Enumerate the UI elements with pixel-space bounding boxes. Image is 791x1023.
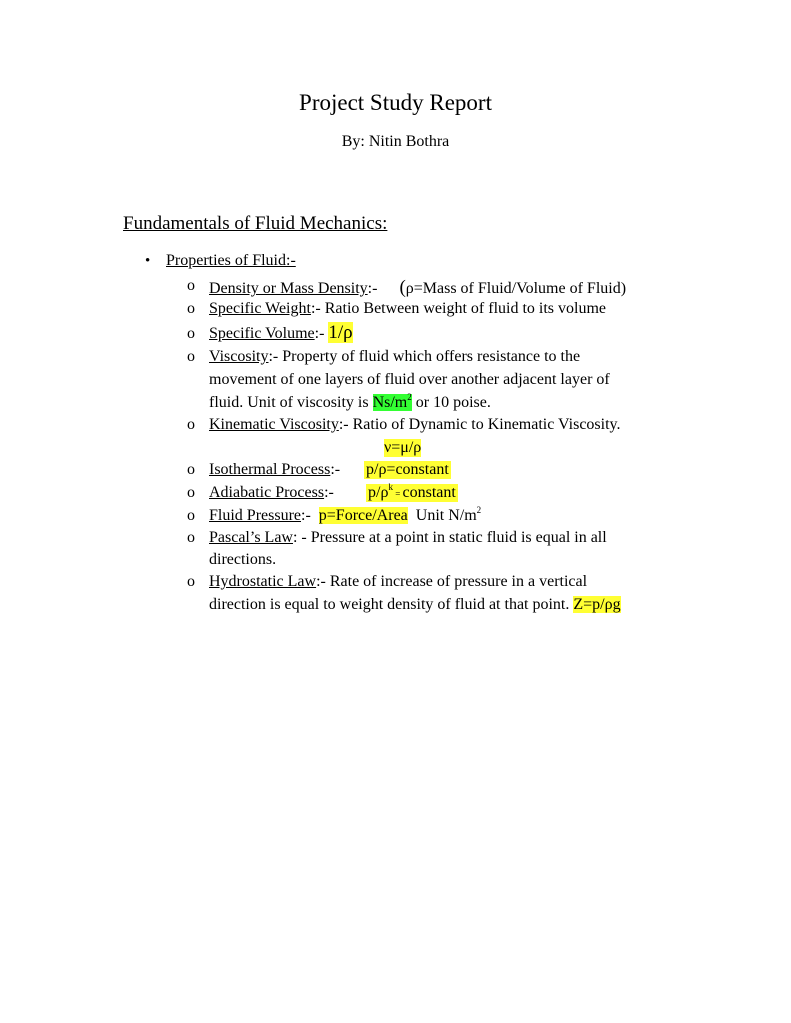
- pascal-item: [209, 529, 607, 547]
- density-desc: ρ=Mass of Fluid/Volume of Fluid): [405, 280, 627, 297]
- section-heading: Fundamentals of Fluid Mechanics:: [123, 213, 388, 234]
- volume-term: Specific Volume: [209, 325, 315, 342]
- isothermal-term: Isothermal Process: [209, 461, 331, 478]
- weight-item: [209, 300, 606, 318]
- hydro-line2-text: direction is equal to weight density of fluid at that point.: [209, 596, 574, 613]
- pressure-formula: p=Force/Area: [318, 507, 408, 524]
- density-sep: :-: [367, 280, 378, 297]
- kinematic-term: Kinematic Viscosity: [209, 416, 339, 433]
- sub-bullet: o: [187, 573, 195, 590]
- hydro-line1: :- Rate of increase of pressure in a vertical: [316, 573, 588, 590]
- sub-bullet: o: [187, 461, 195, 478]
- volume-item: [209, 322, 353, 344]
- hydro-formula: Z=p/ρg: [573, 596, 621, 613]
- sub-bullet: o: [187, 416, 195, 433]
- pressure-unit-exp: 2: [476, 505, 482, 515]
- hydro-term: Hydrostatic Law: [209, 573, 317, 590]
- viscosity-line3: [209, 394, 491, 412]
- pascal-term: Pascal’s Law: [209, 529, 293, 546]
- pressure-term: Fluid Pressure: [209, 507, 301, 524]
- density-item: [209, 277, 626, 299]
- properties-heading: Properties of Fluid:-: [166, 252, 296, 269]
- viscosity-line1: :- Property of fluid which offers resistance to the: [268, 348, 581, 365]
- density-paren: (: [399, 277, 406, 298]
- adiabatic-formula: [366, 484, 458, 502]
- adiabatic-formula-a: p/ρ: [368, 484, 389, 501]
- kinematic-item: [209, 416, 621, 434]
- pressure-item: [209, 507, 481, 525]
- hydro-item: [209, 573, 587, 591]
- viscosity-item: [209, 348, 580, 366]
- adiabatic-formula-eq: =: [392, 489, 403, 499]
- sub-bullet: o: [187, 277, 195, 294]
- pressure-unit-base: Unit N/m: [415, 507, 477, 524]
- sub-bullet: o: [187, 529, 195, 546]
- author-line: By: Nitin Bothra: [341, 133, 450, 150]
- sub-bullet: o: [187, 300, 195, 317]
- viscosity-unit: [373, 394, 412, 411]
- page-title: Project Study Report: [299, 90, 492, 115]
- hydro-line2: [209, 596, 621, 614]
- viscosity-line2: movement of one layers of fluid over another adjacent layer of: [209, 371, 610, 388]
- volume-sep: :-: [314, 325, 329, 342]
- isothermal-item: [209, 461, 340, 479]
- isothermal-formula: p/ρ=constant: [366, 461, 449, 478]
- pressure-unit: [416, 507, 481, 524]
- viscosity-unit-base: Ns/m: [372, 394, 408, 411]
- volume-formula: 1/ρ: [328, 322, 353, 343]
- pressure-sep: :-: [301, 507, 315, 524]
- kinematic-desc: :- Ratio of Dynamic to Kinematic Viscosity.: [338, 416, 621, 433]
- adiabatic-item: [209, 484, 334, 502]
- viscosity-line3a: fluid. Unit of viscosity is: [209, 394, 373, 411]
- weight-term: Specific Weight: [209, 300, 311, 317]
- adiabatic-term: Adiabatic Process: [209, 484, 325, 501]
- pascal-line2: directions.: [209, 551, 277, 568]
- viscosity-line3b: or 10 poise.: [411, 394, 491, 411]
- density-term: Density or Mass Density: [209, 280, 368, 297]
- pascal-line1: : - Pressure at a point in static fluid is equal in all: [292, 529, 607, 546]
- kinematic-formula: ν=μ/ρ: [384, 439, 422, 456]
- adiabatic-formula-exp: k: [388, 482, 393, 492]
- sub-bullet: o: [187, 507, 195, 524]
- viscosity-term: Viscosity: [209, 348, 269, 365]
- adiabatic-formula-b: constant: [402, 484, 456, 501]
- sub-bullet: o: [187, 484, 195, 501]
- weight-desc: :- Ratio Between weight of fluid to its volume: [310, 300, 607, 317]
- bullet-marker: •: [145, 253, 151, 269]
- sub-bullet: o: [187, 348, 195, 365]
- sub-bullet: o: [187, 325, 195, 342]
- viscosity-unit-exp: 2: [407, 392, 412, 402]
- adiabatic-sep: :-: [324, 484, 334, 501]
- isothermal-sep: :-: [330, 461, 341, 478]
